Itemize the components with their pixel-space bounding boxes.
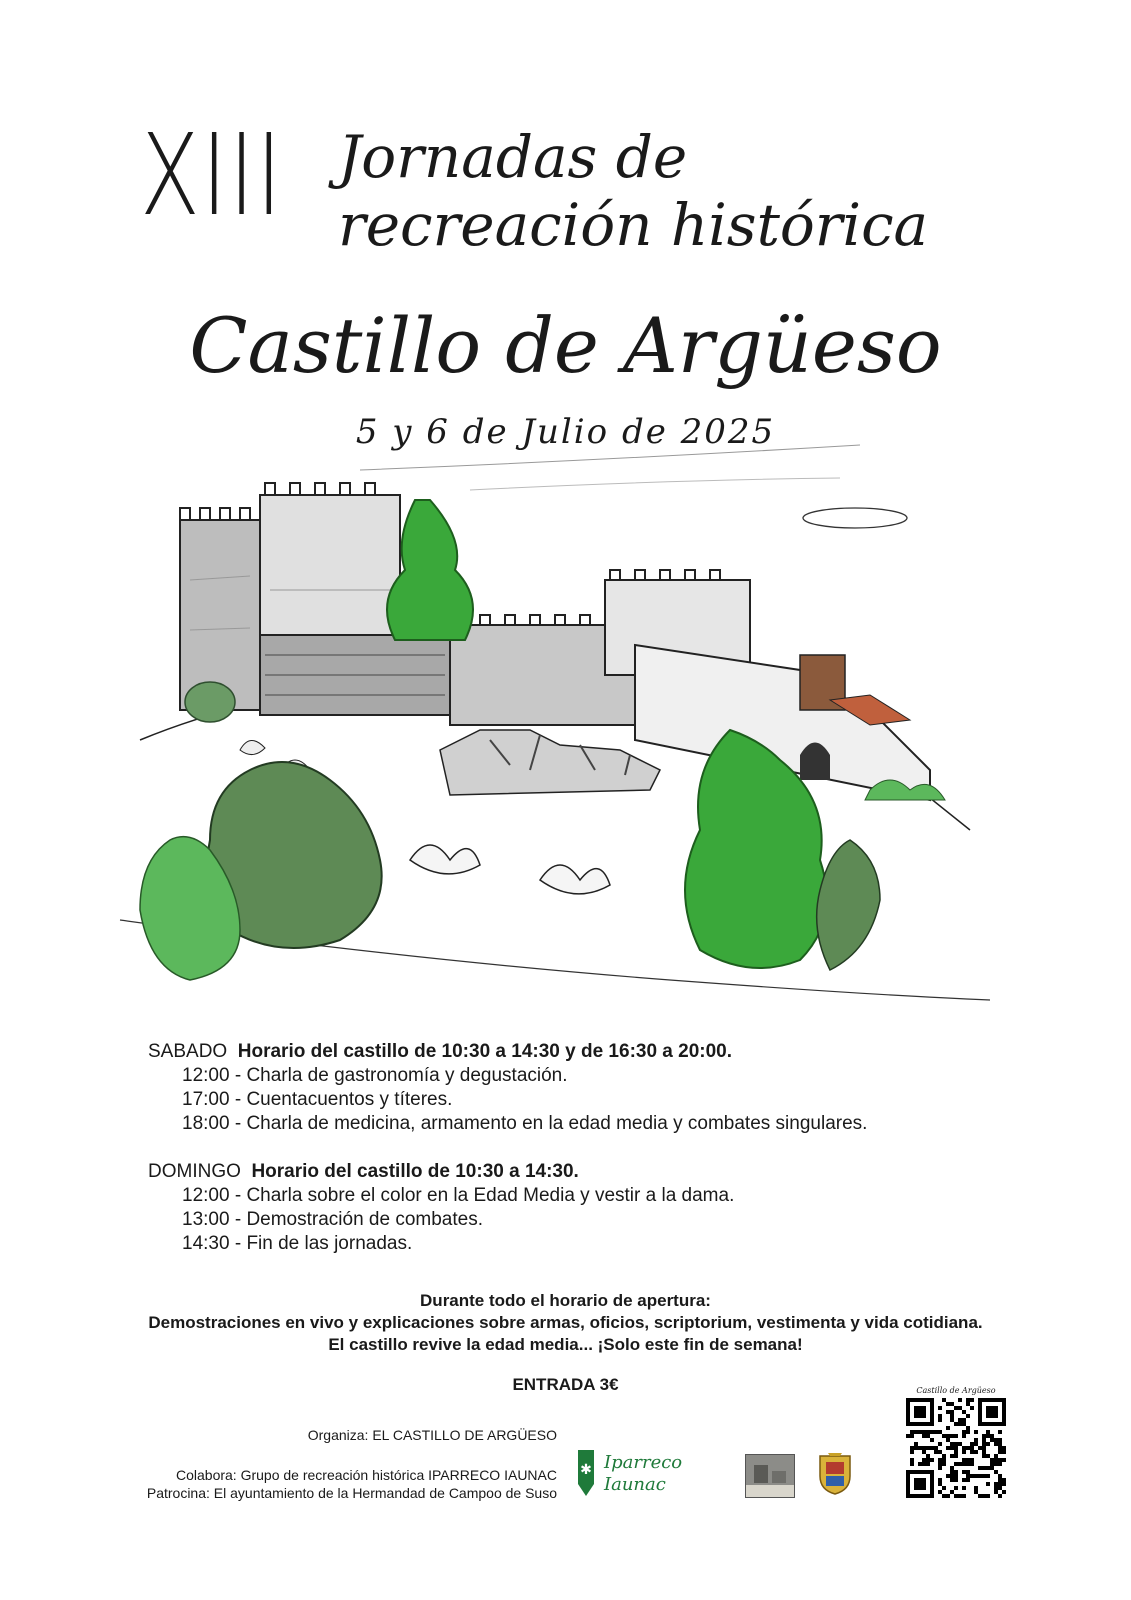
qr-caption: Castillo de Argüeso [916,1386,996,1395]
saturday-label: SABADO [148,1041,228,1062]
collaborator-credit: Colabora: Grupo de recreación histórica IPARRECO IAUNAC [175,1467,557,1483]
organizer-credit: Organiza: EL CASTILLO DE ARGÜESO [307,1427,557,1443]
all-day-notice [0,1290,1131,1356]
edition-numeral: XIII [140,111,284,241]
item-time: 13:00 [182,1209,230,1230]
iparreco-logo [570,1444,710,1500]
list-item: 12:00 - Charla sobre el color en la Edad Media y vestir a la dama. [182,1185,735,1206]
sunday-schedule [148,1160,734,1256]
event-date: 5 y 6 de Julio de 2025 [355,412,776,452]
item-text: Charla de gastronomía y degustación. [246,1065,568,1086]
item-text: Charla sobre el color en la Edad Media y vestir a la dama. [246,1185,735,1206]
item-text: Charla de medicina, armamento en la edad media y combates singulares. [246,1113,868,1134]
sunday-label: DOMINGO [148,1161,241,1182]
list-item: 13:00 - Demostración de combates. [182,1209,483,1230]
item-text: Demostración de combates. [246,1209,483,1230]
castle-illustration [110,440,990,1020]
sunday-hours: Horario del castillo de 10:30 a 14:30. [251,1161,579,1182]
list-item: 14:30 - Fin de las jornadas. [182,1233,413,1254]
entry-price: ENTRADA 3€ [512,1375,619,1394]
item-text: Fin de las jornadas. [246,1233,413,1254]
list-item: 12:00 - Charla de gastronomía y degustación. [182,1065,568,1086]
iparreco-text-1: Iparreco [604,1452,683,1473]
qr-code-block[interactable] [906,1386,1006,1502]
title-line-1: Jornadas de [338,123,688,191]
saturday-schedule [148,1040,867,1136]
qr-code-icon[interactable] [906,1398,1006,1498]
item-time: 12:00 [182,1065,230,1086]
title-line-2: recreación histórica [338,191,929,259]
list-item: 18:00 - Charla de medicina, armamento en la edad media y combates singulares. [182,1113,868,1134]
event-place: Castillo de Argüeso [189,301,942,390]
item-time: 17:00 [182,1089,230,1110]
item-time: 12:00 [182,1185,230,1206]
patron-credit: Patrocina: El ayuntamiento de la Hermandad de Campoo de Suso [146,1485,557,1501]
list-item: 17:00 - Cuentacuentos y títeres. [182,1089,453,1110]
item-time: 14:30 [182,1233,230,1254]
item-time: 18:00 [182,1113,230,1134]
sponsors-credit [147,1466,557,1502]
all-day-line-3: El castillo revive la edad media... ¡Solo este fin de semana! [328,1335,803,1354]
castle-logo [745,1454,795,1498]
iparreco-text-2: Iaunac [604,1474,666,1495]
saturday-hours: Horario del castillo de 10:30 a 14:30 y de 16:30 a 20:00. [237,1041,733,1062]
all-day-line-1: Durante todo el horario de apertura: [420,1291,711,1310]
item-text: Cuentacuentos y títeres. [246,1089,453,1110]
svg-text:✱: ✱ [580,1462,592,1478]
municipal-shield-icon [818,1452,852,1496]
all-day-line-2: Demostraciones en vivo y explicaciones sobre armas, oficios, scriptorium, vestimenta y vida cotidiana. [148,1313,983,1332]
